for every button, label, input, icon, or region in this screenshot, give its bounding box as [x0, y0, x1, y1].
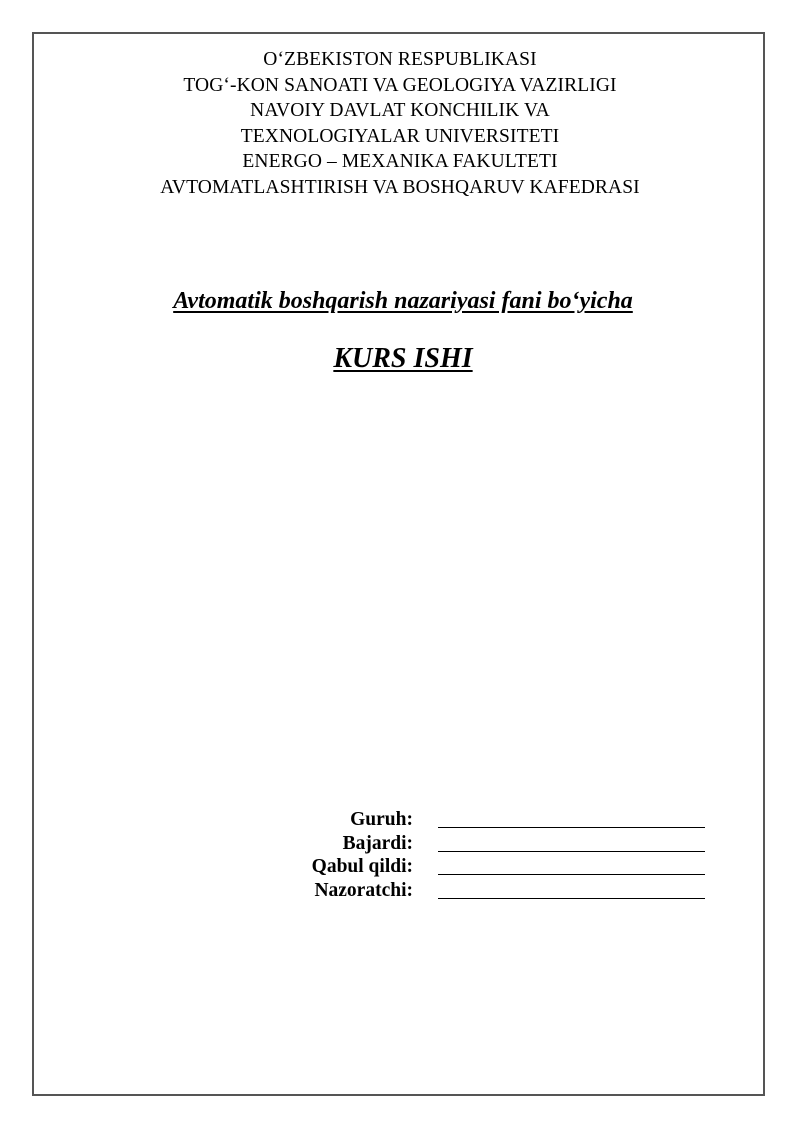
supervisor-label: Nazoratchi: — [314, 879, 413, 901]
accepted-by-label: Qabul qildi: — [311, 856, 413, 877]
group-label: Guruh: — [350, 809, 413, 830]
signature-row-performed-by — [230, 832, 710, 856]
performed-by-label: Bajardi: — [342, 832, 413, 854]
document-type-title: KURS ISHI — [333, 343, 473, 374]
signature-row-accepted-by — [230, 855, 710, 879]
supervisor-blank-line — [438, 898, 705, 899]
performed-by-blank-line — [438, 851, 705, 852]
header-line-country: O‘ZBEKISTON RESPUBLIKASI — [263, 49, 537, 70]
signature-block — [230, 808, 710, 902]
subject-title: Avtomatik boshqarish nazariyasi fani bo‘yicha — [173, 288, 633, 314]
signature-row-supervisor — [230, 879, 710, 903]
header-line-university-2: TEXNOLOGIYALAR UNIVERSITETI — [240, 125, 560, 147]
header-line-ministry: TOG‘-KON SANOATI VA GEOLOGIYA VAZIRLIGI — [183, 74, 617, 96]
accepted-by-blank-line — [438, 874, 705, 875]
header-line-university-1: NAVOIY DAVLAT KONCHILIK VA — [250, 100, 550, 122]
header-line-department: AVTOMATLASHTIRISH VA BOSHQARUV KAFEDRASI — [160, 176, 640, 198]
signature-row-group — [230, 808, 710, 832]
institution-header — [0, 47, 800, 201]
header-line-faculty: ENERGO – MEXANIKA FAKULTETI — [242, 151, 558, 173]
group-blank-line — [438, 827, 705, 828]
